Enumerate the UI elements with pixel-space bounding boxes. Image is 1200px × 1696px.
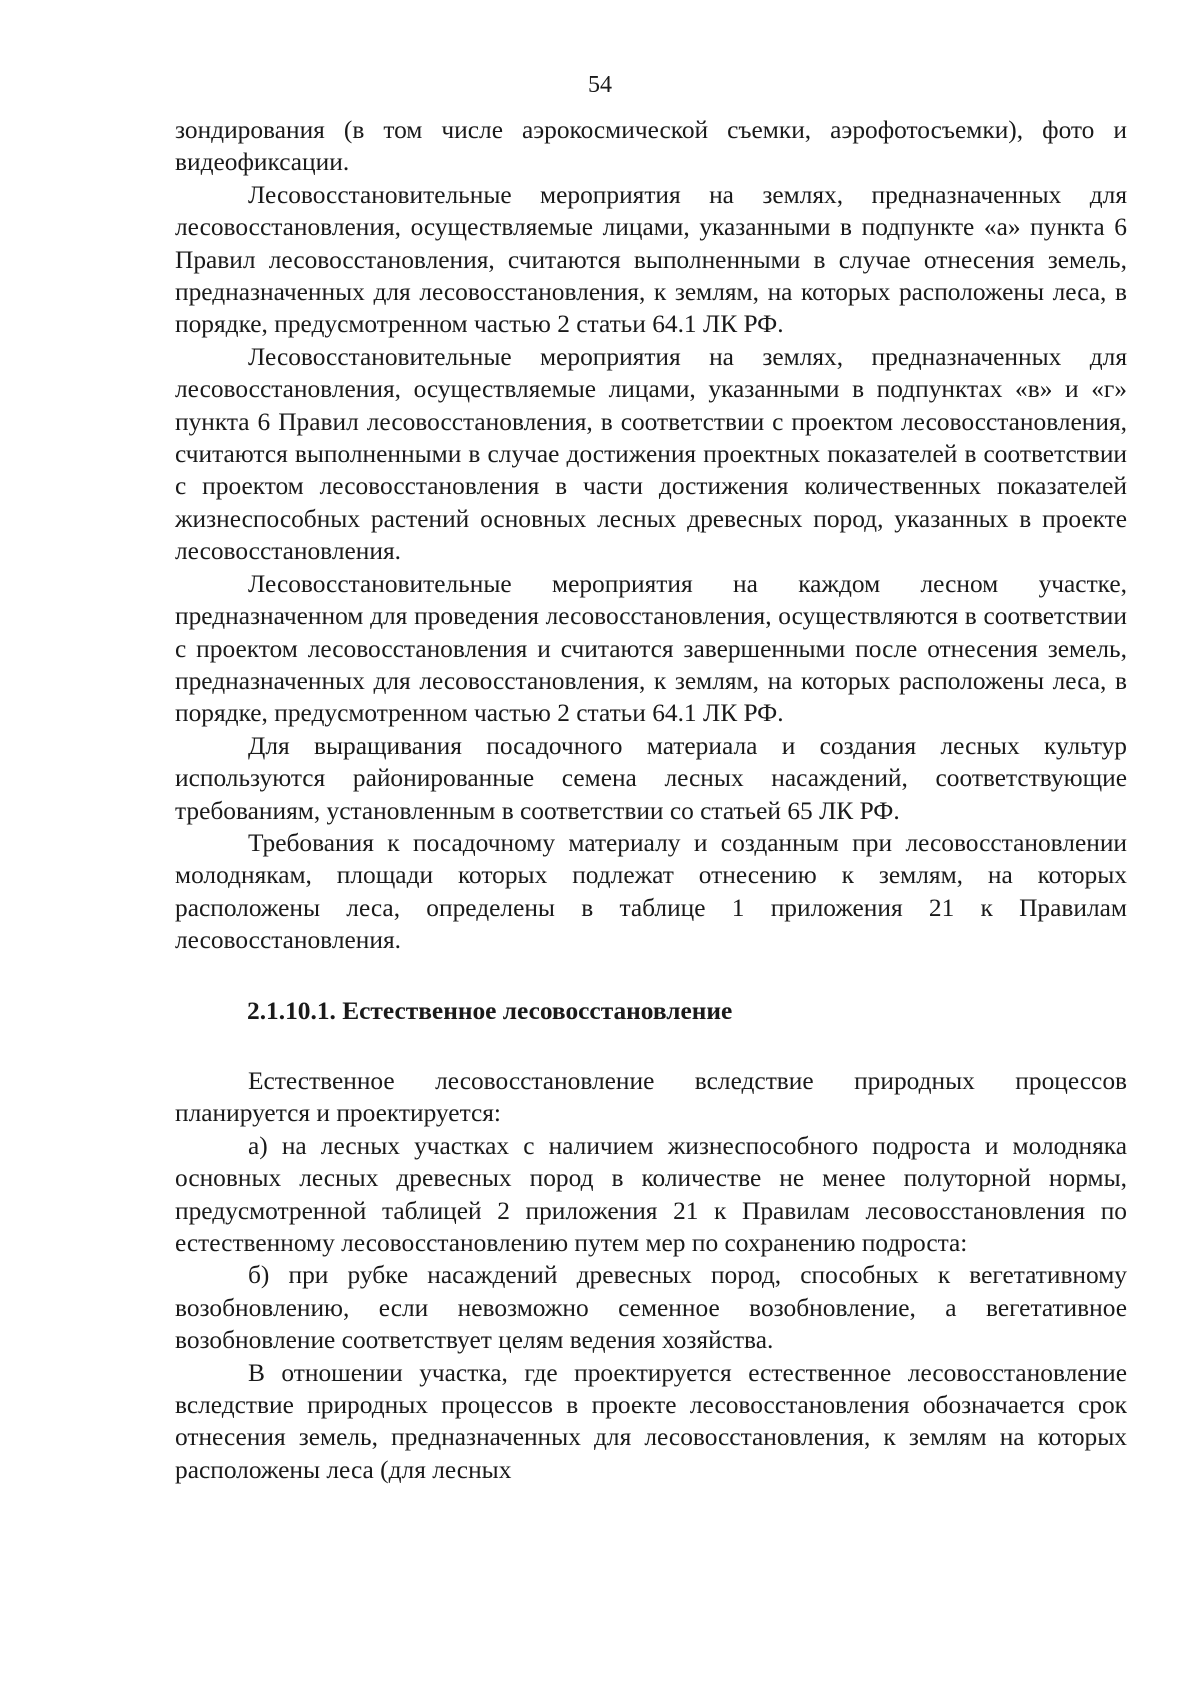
- paragraph-reforestation-subparagraphs-v-g: Лесовосстановительные мероприятия на землях, предназначенных для лесовосстановления, осуществляемые лицами, указанными в подпунктах «в» и «г» пункта 6 Правил лесовосстановления, в соответствии с проектом лесовосстановления, считаются выполненными в случае достижения проектных показателей в соответствии с проектом лесовосстановления в части достижения количественных показателей жизнеспособных растений основных лесных древесных пород, указанных в проекте лесовосстановления.: [175, 342, 1127, 566]
- list-item-a: а) на лесных участках с наличием жизнеспособного подроста и молодняка основных лесных древесных пород в количестве не менее полуторной нормы, предусмотренной таблицей 2 приложения 21 к Правилам лесовосстановления по естественному лесовосстановлению путем мер по сохранению подроста:: [175, 1131, 1127, 1257]
- paragraph-reforestation-completion: Лесовосстановительные мероприятия на каждом лесном участке, предназначенном для проведения лесовосстановления, осуществляются в соответствии с проектом лесовосстановления и считаются завершенными после отнесения земель, предназначенных для лесовосстановления, к землям, на которых расположены леса, в порядке, предусмотренном частью 2 статьи 64.1 ЛК РФ.: [175, 569, 1127, 728]
- paragraph-reforestation-subparagraph-a: Лесовосстановительные мероприятия на землях, предназначенных для лесовосстановления, осуществляемые лицами, указанными в подпункте «а» пункта 6 Правил лесовосстановления, считаются выполненными в случае отнесения земель, предназначенных для лесовосстановления, к землям, на которых расположены леса, в порядке, предусмотренном частью 2 статьи 64.1 ЛК РФ.: [175, 180, 1127, 339]
- paragraph-continuation: зондирования (в том числе аэрокосмической съемки, аэрофотосъемки), фото и видеофиксации.: [175, 116, 1127, 177]
- section-heading: 2.1.10.1. Естественное лесовосстановление: [247, 996, 733, 1025]
- paragraph-natural-reforestation-intro: Естественное лесовосстановление вследствие природных процессов планируется и проектируется:: [175, 1066, 1127, 1128]
- page-number: 54: [588, 72, 612, 98]
- list-item-b: б) при рубке насаждений древесных пород, способных к вегетативному возобновлению, если невозможно семенное возобновление, а вегетативное возобновление соответствует целям ведения хозяйства.: [175, 1261, 1127, 1355]
- paragraph-zoned-seeds: Для выращивания посадочного материала и создания лесных культур используются районированные семена лесных насаждений, соответствующие требованиям, установленным в соответствии со статьей 65 ЛК РФ.: [175, 731, 1127, 825]
- paragraph-planting-material-requirements: Требования к посадочному материалу и созданным при лесовосстановлении молоднякам, площади которых подлежат отнесению к землям, на которых расположены леса, определены в таблице 1 приложения 21 к Правилам лесовосстановления.: [175, 828, 1127, 955]
- document-body: [175, 114, 1127, 1486]
- paragraph-site-term: В отношении участка, где проектируется естественное лесовосстановление вследствие природных процессов в проекте лесовосстановления обозначается срок отнесения земель, предназначенных для лесовосстановления, к землям на которых расположены леса (для лесных: [175, 1358, 1127, 1484]
